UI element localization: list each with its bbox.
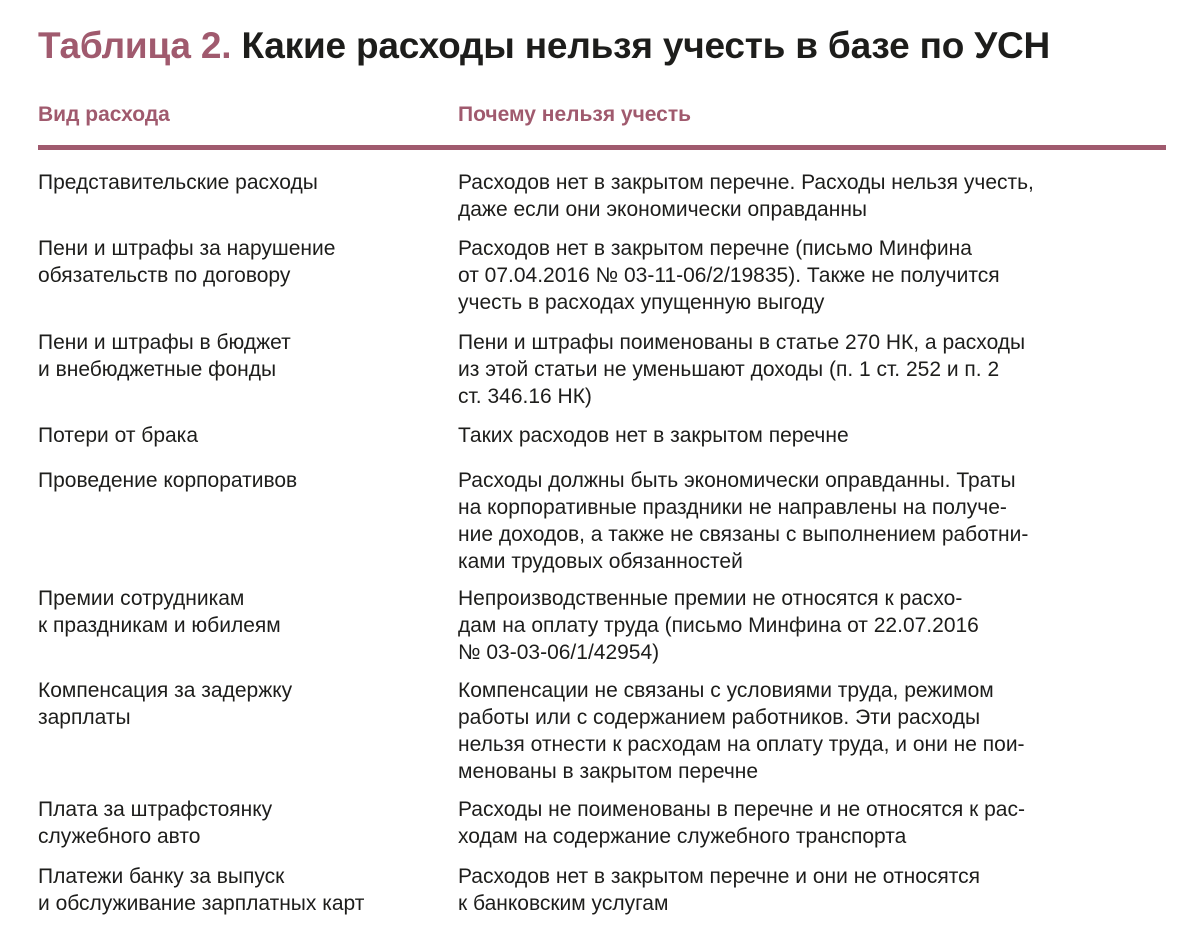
- expense-kind-cell: [38, 796, 458, 850]
- reason-line: из этой статьи не уменьшают доходы (п. 1 ст. 252 и п. 2: [458, 358, 1000, 381]
- expense-kind-cell: [38, 169, 458, 196]
- expense-kind-line: Потери от брака: [38, 424, 199, 447]
- expense-kind-line: обязательств по договору: [38, 264, 291, 287]
- reason-cell: [458, 422, 1166, 449]
- reason-cell: [458, 235, 1166, 316]
- expense-kind-cell: [38, 677, 458, 731]
- reason-line: Непроизводственные премии не относятся к расхо-: [458, 587, 963, 610]
- reason-line: Компенсации не связаны с условиями труда, режимом: [458, 679, 994, 702]
- table-row: [38, 329, 1166, 410]
- expense-kind-cell: [38, 863, 458, 917]
- table-row: [38, 169, 1166, 223]
- reason-cell: [458, 329, 1166, 410]
- expense-kind-line: Проведение корпоративов: [38, 469, 298, 492]
- reason-line: ходам на содержание служебного транспорта: [458, 825, 907, 848]
- expense-kind-line: служебного авто: [38, 825, 201, 848]
- header-divider: [38, 145, 1166, 150]
- reason-line: Расходы должны быть экономически оправданны. Траты: [458, 469, 1016, 492]
- expense-kind-line: Платежи банку за выпуск: [38, 865, 285, 888]
- table-row: [38, 235, 1166, 316]
- expense-kind-line: Пени и штрафы за нарушение: [38, 237, 336, 260]
- expense-kind-cell: [38, 585, 458, 639]
- expense-kind-line: и внебюджетные фонды: [38, 358, 277, 381]
- table-caption: Какие расходы нельзя учесть в базе по УСН: [241, 25, 1051, 66]
- reason-line: даже если они экономически оправданны: [458, 198, 868, 221]
- reason-line: Таких расходов нет в закрытом перечне: [458, 424, 849, 447]
- reason-line: ние доходов, а также не связаны с выполнением работни-: [458, 523, 1029, 546]
- expense-kind-cell: [38, 329, 458, 383]
- reason-line: работы или с содержанием работников. Эти расходы: [458, 706, 981, 729]
- reason-line: ст. 346.16 НК): [458, 385, 592, 408]
- reason-line: № 03-03-06/1/42954): [458, 641, 660, 664]
- reason-line: дам на оплату труда (письмо Минфина от 22.07.2016: [458, 614, 979, 637]
- reason-cell: [458, 677, 1166, 785]
- reason-cell: [458, 467, 1166, 575]
- expense-kind-line: и обслуживание зарплатных карт: [38, 892, 365, 915]
- reason-cell: [458, 796, 1166, 850]
- reason-line: Пени и штрафы поименованы в статье 270 НК, а расходы: [458, 331, 1026, 354]
- expense-kind-line: Пени и штрафы в бюджет: [38, 331, 291, 354]
- reason-cell: [458, 585, 1166, 666]
- reason-line: от 07.04.2016 № 03-11-06/2/19835). Также не получится: [458, 264, 1000, 287]
- expense-kind-line: Компенсация за задержку: [38, 679, 293, 702]
- reason-line: нельзя отнести к расходам на оплату труда, и они не пои-: [458, 733, 1025, 756]
- expense-kind-line: Плата за штрафстоянку: [38, 798, 273, 821]
- reason-line: Расходов нет в закрытом перечне и они не относятся: [458, 865, 981, 888]
- reason-cell: [458, 863, 1166, 917]
- reason-line: менованы в закрытом перечне: [458, 760, 759, 783]
- table-row: [38, 585, 1166, 666]
- expense-kind-cell: [38, 422, 458, 449]
- reason-line: на корпоративные праздники не направлены на получе-: [458, 496, 1007, 519]
- column-header-kind: Вид расхода: [38, 103, 170, 126]
- expense-kind-line: зарплаты: [38, 706, 131, 729]
- reason-cell: [458, 169, 1166, 223]
- table-row: [38, 796, 1166, 850]
- table-title: [38, 22, 1050, 70]
- reason-line: ками трудовых обязанностей: [458, 550, 743, 573]
- table-row: [38, 677, 1166, 785]
- table-row: [38, 863, 1166, 917]
- reason-line: Расходы не поименованы в перечне и не относятся к рас-: [458, 798, 1025, 821]
- table-body: [38, 169, 1166, 917]
- expense-kind-cell: [38, 235, 458, 289]
- document-page: [38, 0, 1166, 943]
- expense-kind-line: Премии сотрудникам: [38, 587, 245, 610]
- expense-kind-line: Представительские расходы: [38, 171, 318, 194]
- expense-kind-cell: [38, 467, 458, 494]
- table-row: [38, 467, 1166, 575]
- expense-kind-line: к праздникам и юбилеям: [38, 614, 281, 637]
- table-row: [38, 422, 1166, 449]
- reason-line: к банковским услугам: [458, 892, 669, 915]
- table-number: Таблица 2.: [38, 25, 232, 66]
- reason-line: Расходов нет в закрытом перечне (письмо Минфина: [458, 237, 972, 260]
- column-header-reason: Почему нельзя учесть: [458, 103, 692, 126]
- reason-line: Расходов нет в закрытом перечне. Расходы нельзя учесть,: [458, 171, 1034, 194]
- reason-line: учесть в расходах упущенную выгоду: [458, 291, 825, 314]
